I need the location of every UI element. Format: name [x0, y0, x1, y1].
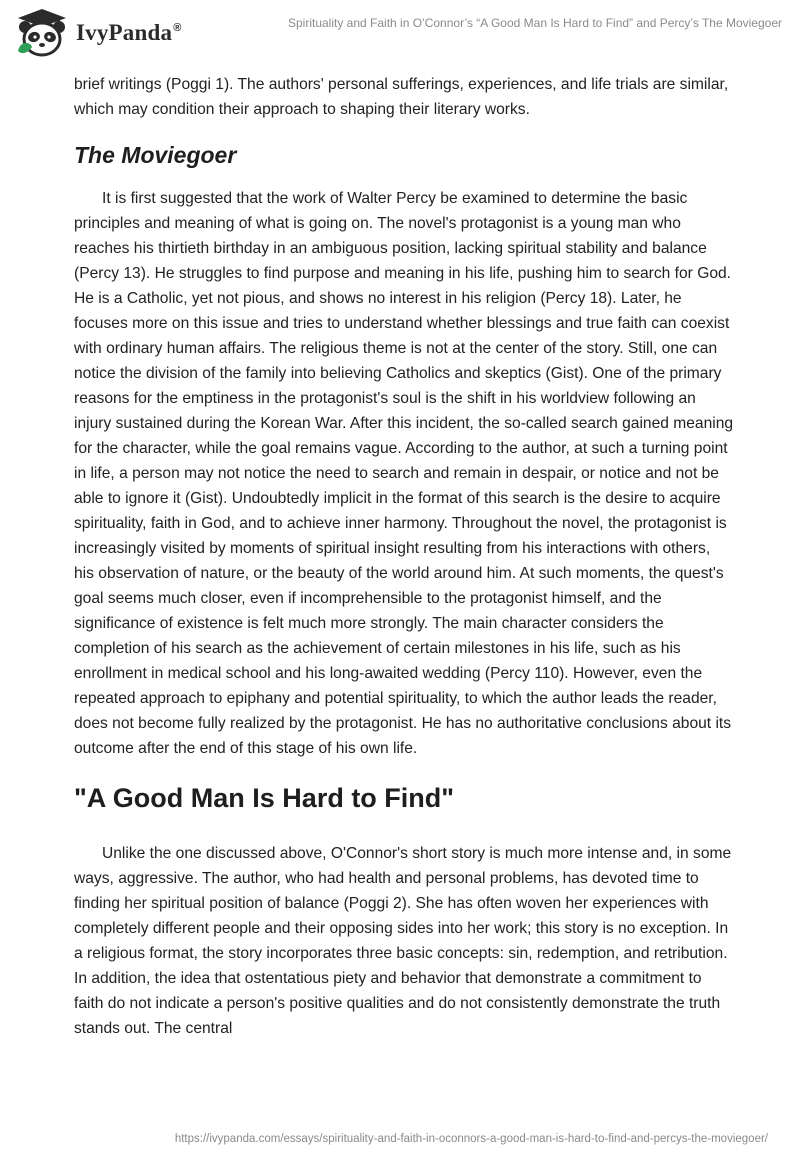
- footer-source-url[interactable]: https://ivypanda.com/essays/spirituality-and-faith-in-oconnors-a-good-man-is-hard-to-find-and-percys-the-moviegoer/: [174, 1133, 768, 1145]
- brand-name: IvyPanda®: [76, 20, 182, 45]
- essay-content: [74, 72, 734, 1041]
- moviegoer-paragraph: It is first suggested that the work of Walter Percy be examined to determine the basic principles and meaning of what is going on. The novel's protagonist is a young man who reaches his thirtieth birthday in an ambiguous position, lacking spiritual stability and balance (Percy 13). He struggles to find purpose and meaning in his life, pushing him to search for God. He is a Catholic, yet not pious, and shows no interest in his religion (Percy 18). Later, he focuses more on this issue and tries to understand whether blessings and true faith can coexist with ordinary human affairs. The religious theme is not at the center of the story. Still, one can notice the division of the family into believing Catholics and skeptics (Gist). One of the primary reasons for the emptiness in the protagonist's soul is the shift in his worldview following an injury sustained during the Korean War. After this incident, the so-called search gained meaning for the character, while the goal remains vague. According to the author, at such a turning point in life, a person may not notice the need to search and remain in despair, or notice and not be able to ignore it (Gist). Undoubtedly implicit in the format of this search is the desire to acquire spirituality, faith in God, and to achieve inner harmony. Throughout the novel, the protagonist is increasingly visited by moments of spiritual insight resulting from his interactions with others, his observation of nature, or the beauty of the world around him. At such moments, the quest's goal seems much closer, even if incomprehensible to the protagonist himself, and the significance of existence is felt much more strongly. The main character considers the completion of his search as the achievement of certain milestones in his life, such as his enrollment in medical school and his long-awaited wedding (Percy 110). However, even the repeated approach to epiphany and potential spirituality, to which the author leads the reader, does not become fully realized by the protagonist. He has no authoritative conclusions about its outcome after the end of this stage of his own life.: [74, 190, 734, 757]
- section-heading-moviegoer: The Moviegoer: [74, 142, 237, 168]
- document-title: Spirituality and Faith in O’Connor’s “A Good Man Is Hard to Find” and Percy’s The Moviegoer: [287, 16, 782, 30]
- intro-paragraph: brief writings (Poggi 1). The authors' personal sufferings, experiences, and life trials are similar, which may condition their approach to shaping their literary works.: [74, 76, 729, 118]
- good-man-paragraph: Unlike the one discussed above, O'Connor's short story is much more intense and, in some ways, aggressive. The author, who had health and personal problems, has devoted time to finding her spiritual position of balance (Poggi 2). She has often woven her experiences with completely different people and their opposing sides into her work; this story is no exception. In a religious format, the story incorporates three basic concepts: sin, redemption, and retribution. In addition, the idea that ostentatious piety and behavior that demonstrate a commitment to faith do not indicate a person's positive qualities and do not consistently demonstrate the truth stands out. The central: [74, 845, 732, 1037]
- ivypanda-logo[interactable]: [14, 7, 182, 59]
- panda-graduate-logo-icon: [14, 7, 70, 59]
- page-header: [0, 0, 800, 66]
- section-heading-good-man: "A Good Man Is Hard to Find": [74, 783, 455, 813]
- registered-mark: ®: [173, 22, 182, 35]
